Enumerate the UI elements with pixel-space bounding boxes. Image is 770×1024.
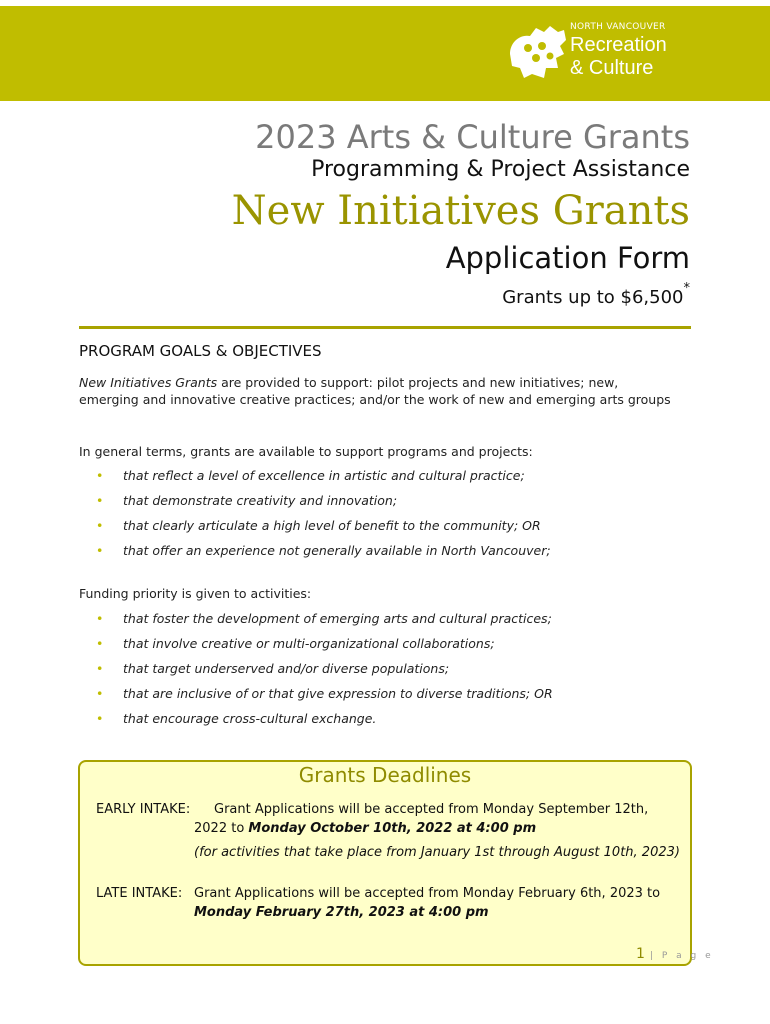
bullet-icon: • xyxy=(96,468,104,483)
document-subtitle: Programming & Project Assistance xyxy=(311,157,690,182)
list-item: • that are inclusive of or that give expression to diverse traditions; OR xyxy=(96,686,553,701)
bullet-icon: • xyxy=(96,611,104,626)
early-intake-text: Grant Applications will be accepted from Monday September 12th, xyxy=(214,802,649,817)
deadlines-title: Grants Deadlines xyxy=(298,763,472,787)
title-divider xyxy=(79,326,691,329)
grant-amount-text: Grants up to $6,500 xyxy=(502,287,684,308)
list-item: • that involve creative or multi-organizational collaborations; xyxy=(96,636,495,651)
bullet-icon: • xyxy=(96,518,104,533)
list-item: • that encourage cross-cultural exchange. xyxy=(96,711,377,726)
page-number: 1 xyxy=(636,946,645,962)
bullet-icon: • xyxy=(96,636,104,651)
logo xyxy=(506,22,696,82)
bullet-icon: • xyxy=(96,543,104,558)
list-item: • that offer an experience not generally available in North Vancouver; xyxy=(96,543,551,558)
list-item: • that target underserved and/or diverse populations; xyxy=(96,661,450,676)
section-heading: PROGRAM GOALS & OBJECTIVES xyxy=(79,342,322,360)
grant-amount-mark: * xyxy=(683,281,690,296)
bullet-icon: • xyxy=(96,493,104,508)
page-label: | P a g e xyxy=(650,951,714,961)
early-intake-date-line: 2022 to Monday October 10th, 2022 at 4:00 pm xyxy=(194,821,537,836)
early-intake-label: EARLY INTAKE: xyxy=(96,802,191,817)
intro-italic: New Initiatives Grants xyxy=(79,375,218,390)
general-list xyxy=(96,467,696,567)
list-item: • that clearly articulate a high level of benefit to the community; OR xyxy=(96,518,541,533)
logo-line-2: & Culture xyxy=(570,57,654,79)
intro-paragraph xyxy=(79,374,679,408)
priority-lead: Funding priority is given to activities: xyxy=(79,586,312,601)
bullet-icon: • xyxy=(96,711,104,726)
list-item: • that demonstrate creativity and innovation; xyxy=(96,493,398,508)
late-intake-label: LATE INTAKE: xyxy=(96,886,183,901)
late-intake-text: Grant Applications will be accepted from Monday February 6th, 2023 to xyxy=(194,886,661,901)
form-title: Application Form xyxy=(445,241,690,275)
early-intake-note: (for activities that take place from January 1st through August 10th, 2023) xyxy=(194,845,680,860)
grant-amount xyxy=(502,281,690,308)
document-title: 2023 Arts & Culture Grants xyxy=(255,118,690,156)
list-item: • that reflect a level of excellence in artistic and cultural practice; xyxy=(96,468,525,483)
late-intake-date: Monday February 27th, 2023 at 4:00 pm xyxy=(194,905,489,920)
logo-line-1: Recreation xyxy=(570,34,667,56)
logo-small-text: NORTH VANCOUVER xyxy=(570,22,666,32)
intro-text: are provided to support: pilot projects and new initiatives; new, emerging and innovative creative practices; and/or the work of new and emerging arts groups xyxy=(79,375,671,407)
priority-list xyxy=(96,610,696,735)
early-intake-date: Monday October 10th, 2022 at 4:00 pm xyxy=(248,821,537,836)
general-lead: In general terms, grants are available to support programs and projects: xyxy=(79,444,533,459)
bullet-icon: • xyxy=(96,661,104,676)
program-title: New Initiatives Grants xyxy=(231,188,690,234)
bullet-icon: • xyxy=(96,686,104,701)
deadlines-box xyxy=(78,760,692,966)
list-item: • that foster the development of emerging arts and cultural practices; xyxy=(96,611,552,626)
hands-logo-icon xyxy=(506,24,568,80)
